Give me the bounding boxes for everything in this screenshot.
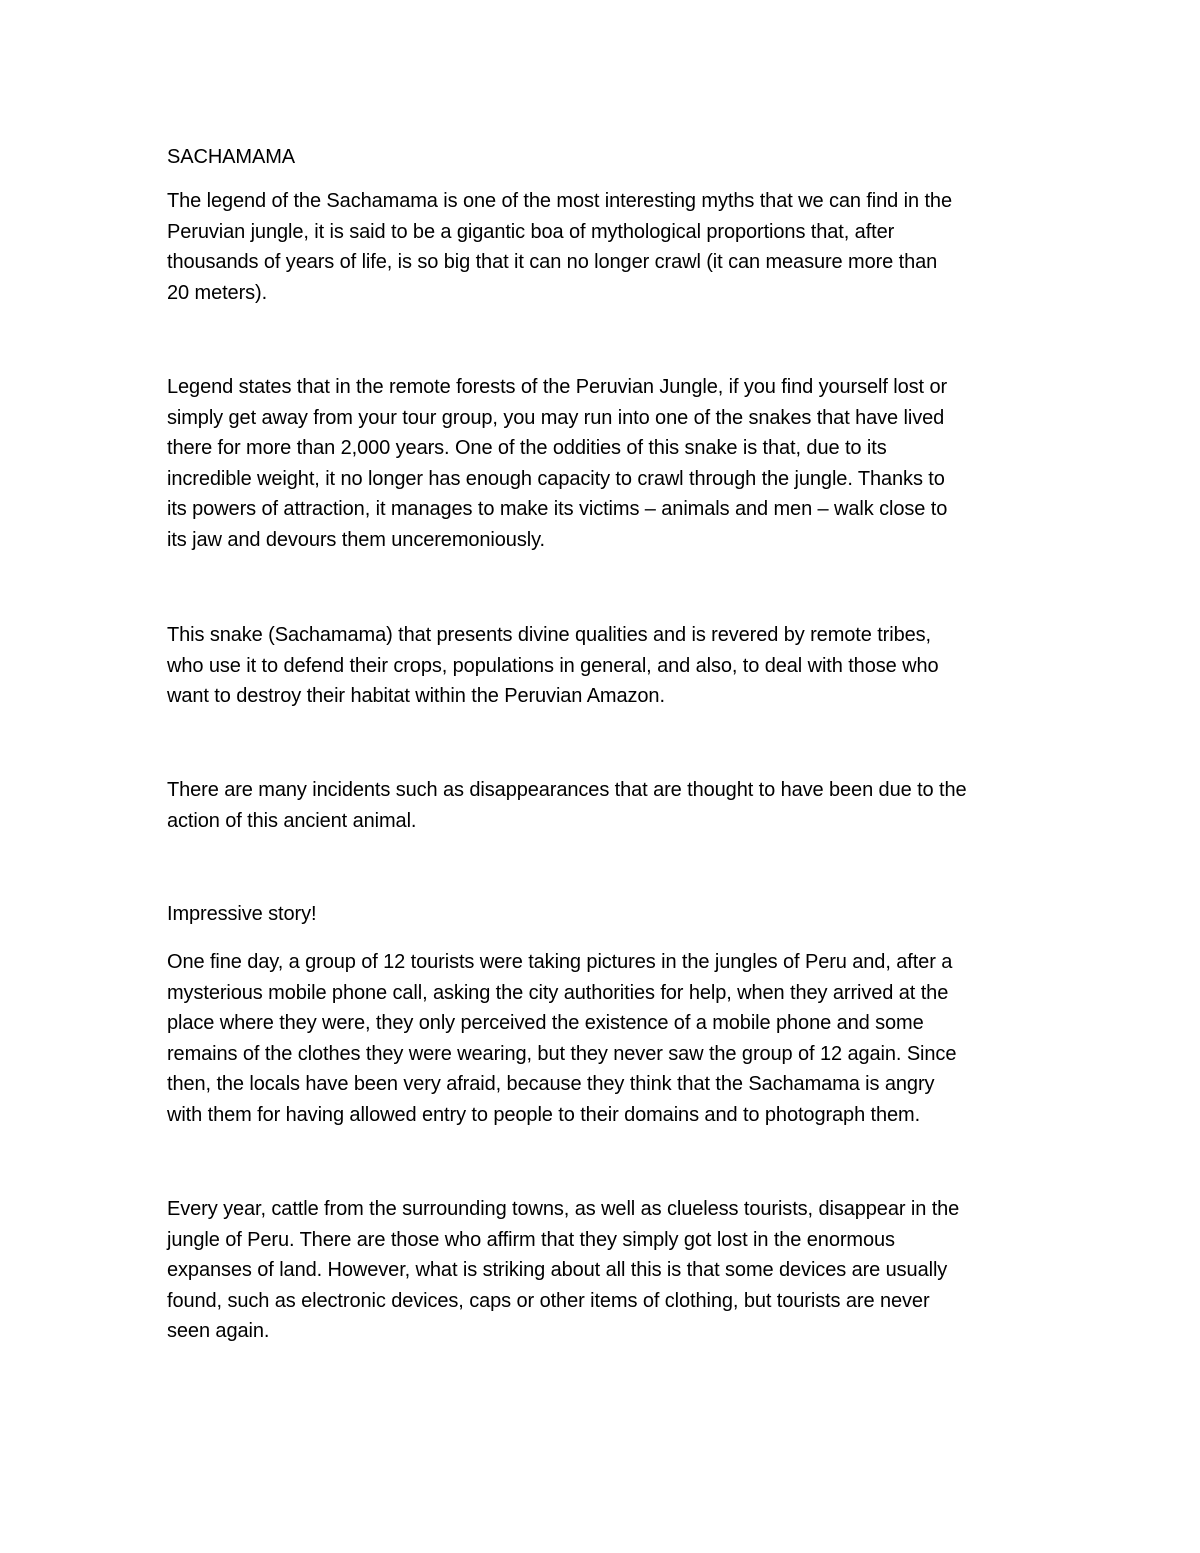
paragraph-line: 20 meters). [167, 281, 268, 304]
paragraph-line: Impressive story! [167, 903, 317, 925]
paragraph-line: Peruvian jungle, it is said to be a gigantic boa of mythological proportions that, after [167, 220, 895, 243]
paragraph-line: found, such as electronic devices, caps or other items of clothing, but tourists are never [167, 1289, 930, 1312]
paragraph-line: who use it to defend their crops, populations in general, and also, to deal with those who [167, 654, 939, 677]
paragraph-line: expanses of land. However, what is striking about all this is that some devices are usually [167, 1259, 948, 1281]
paragraph-line: then, the locals have been very afraid, because they think that the Sachamama is angry [167, 1073, 935, 1095]
document-title [167, 142, 1047, 173]
paragraph-line: The legend of the Sachamama is one of the most interesting myths that we can find in the [167, 190, 952, 212]
paragraph-line: One fine day, a group of 12 tourists were taking pictures in the jungles of Peru and, after a [167, 951, 953, 973]
paragraph-line: jungle of Peru. There are those who affirm that they simply got lost in the enormous [167, 1228, 895, 1251]
paragraph-line: with them for having allowed entry to people to their domains and to photograph them. [167, 1103, 921, 1126]
paragraph-line: This snake (Sachamama) that presents divine qualities and is revered by remote tribes, [167, 624, 931, 646]
subheading-impressive-story [167, 899, 1047, 930]
paragraph-legend [167, 372, 1047, 555]
paragraph-line: its powers of attraction, it manages to make its victims – animals and men – walk close to [167, 498, 948, 520]
paragraph-intro [167, 186, 1047, 308]
paragraph-line: Every year, cattle from the surrounding towns, as well as clueless tourists, disappear in the [167, 1198, 960, 1220]
paragraph-line: there for more than 2,000 years. One of the oddities of this snake is that, due to its [167, 437, 887, 459]
paragraph-line: There are many incidents such as disappearances that are thought to have been due to the [167, 779, 967, 801]
paragraph-line: thousands of years of life, is so big that it can no longer crawl (it can measure more than [167, 251, 938, 273]
paragraph-line: mysterious mobile phone call, asking the city authorities for help, when they arrived at the [167, 981, 949, 1004]
paragraph-line: Legend states that in the remote forests of the Peruvian Jungle, if you find yourself lost or [167, 376, 948, 398]
paragraph-line: want to destroy their habitat within the Peruvian Amazon. [167, 685, 665, 707]
title-line: SACHAMAMA [167, 146, 296, 168]
paragraph-divine [167, 620, 1047, 712]
paragraph-line: simply get away from your tour group, you may run into one of the snakes that have lived [167, 406, 945, 429]
paragraph-line: incredible weight, it no longer has enough capacity to crawl through the jungle. Thanks to [167, 467, 945, 490]
paragraph-line: remains of the clothes they were wearing, but they never saw the group of 12 again. Since [167, 1042, 957, 1065]
paragraph-tourists [167, 947, 1047, 1130]
paragraph-line: place where they were, they only perceived the existence of a mobile phone and some [167, 1012, 924, 1034]
paragraph-incidents [167, 775, 1047, 836]
paragraph-every-year [167, 1194, 1047, 1347]
paragraph-line: action of this ancient animal. [167, 809, 417, 832]
paragraph-line: its jaw and devours them unceremoniously. [167, 528, 545, 551]
paragraph-line: seen again. [167, 1320, 270, 1342]
